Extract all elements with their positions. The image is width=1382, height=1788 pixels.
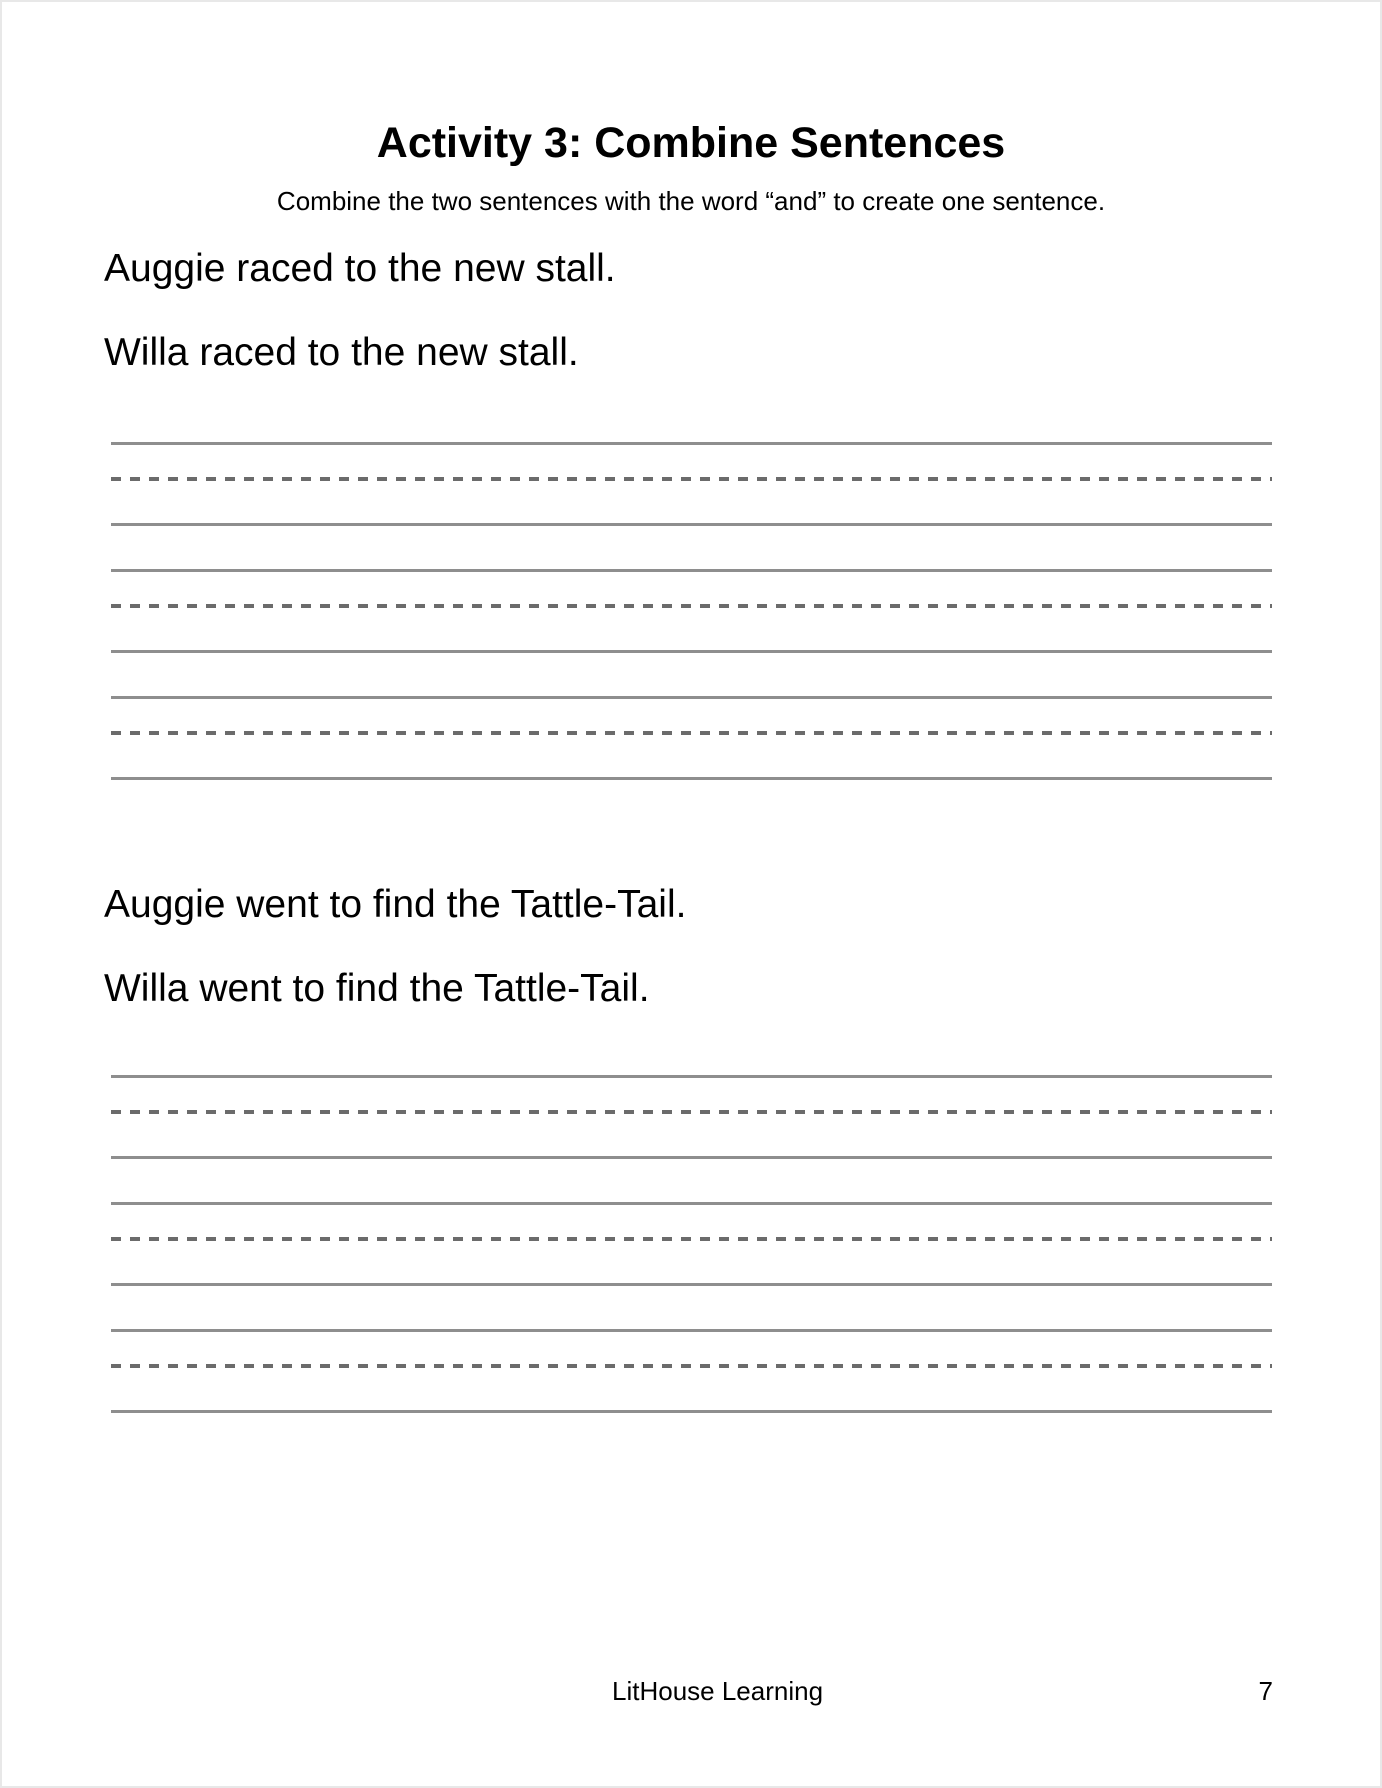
footer-brand: LitHouse Learning: [612, 1676, 824, 1706]
handwriting-dashed-midline: [111, 1237, 1272, 1241]
handwriting-dashed-midline: [111, 731, 1272, 735]
handwriting-top-line: [111, 696, 1272, 699]
handwriting-bottom-line: [111, 777, 1272, 780]
handwriting-top-line: [111, 442, 1272, 445]
page-footer: [2, 1676, 1380, 1716]
handwriting-bottom-line: [111, 1283, 1272, 1286]
exercise2-writing-area: [111, 1075, 1272, 1413]
handwriting-dashed-midline: [111, 477, 1272, 481]
handwriting-top-line: [111, 569, 1272, 572]
handwriting-bottom-line: [111, 1410, 1272, 1413]
exercise2-sentence-b: Willa went to find the Tattle-Tail.: [104, 967, 650, 1010]
handwriting-top-line: [111, 1329, 1272, 1332]
exercise1-sentence-b: Willa raced to the new stall.: [104, 331, 579, 374]
writing-row: [111, 696, 1272, 780]
handwriting-bottom-line: [111, 523, 1272, 526]
handwriting-top-line: [111, 1202, 1272, 1205]
writing-row: [111, 569, 1272, 653]
instruction-text: Combine the two sentences with the word “and” to create one sentence.: [276, 186, 1106, 216]
handwriting-top-line: [111, 1075, 1272, 1078]
handwriting-bottom-line: [111, 650, 1272, 653]
handwriting-dashed-midline: [111, 1110, 1272, 1114]
handwriting-dashed-midline: [111, 604, 1272, 608]
writing-row: [111, 1075, 1272, 1159]
writing-row: [111, 442, 1272, 526]
handwriting-bottom-line: [111, 1156, 1272, 1159]
exercise2-sentence-a: Auggie went to find the Tattle-Tail.: [104, 883, 687, 926]
handwriting-dashed-midline: [111, 1364, 1272, 1368]
page-title: Activity 3: Combine Sentences: [376, 119, 1006, 167]
footer-page-number: 7: [1258, 1676, 1273, 1706]
exercise1-sentence-a: Auggie raced to the new stall.: [104, 247, 616, 290]
writing-row: [111, 1202, 1272, 1286]
exercise1-writing-area: [111, 442, 1272, 780]
writing-row: [111, 1329, 1272, 1413]
